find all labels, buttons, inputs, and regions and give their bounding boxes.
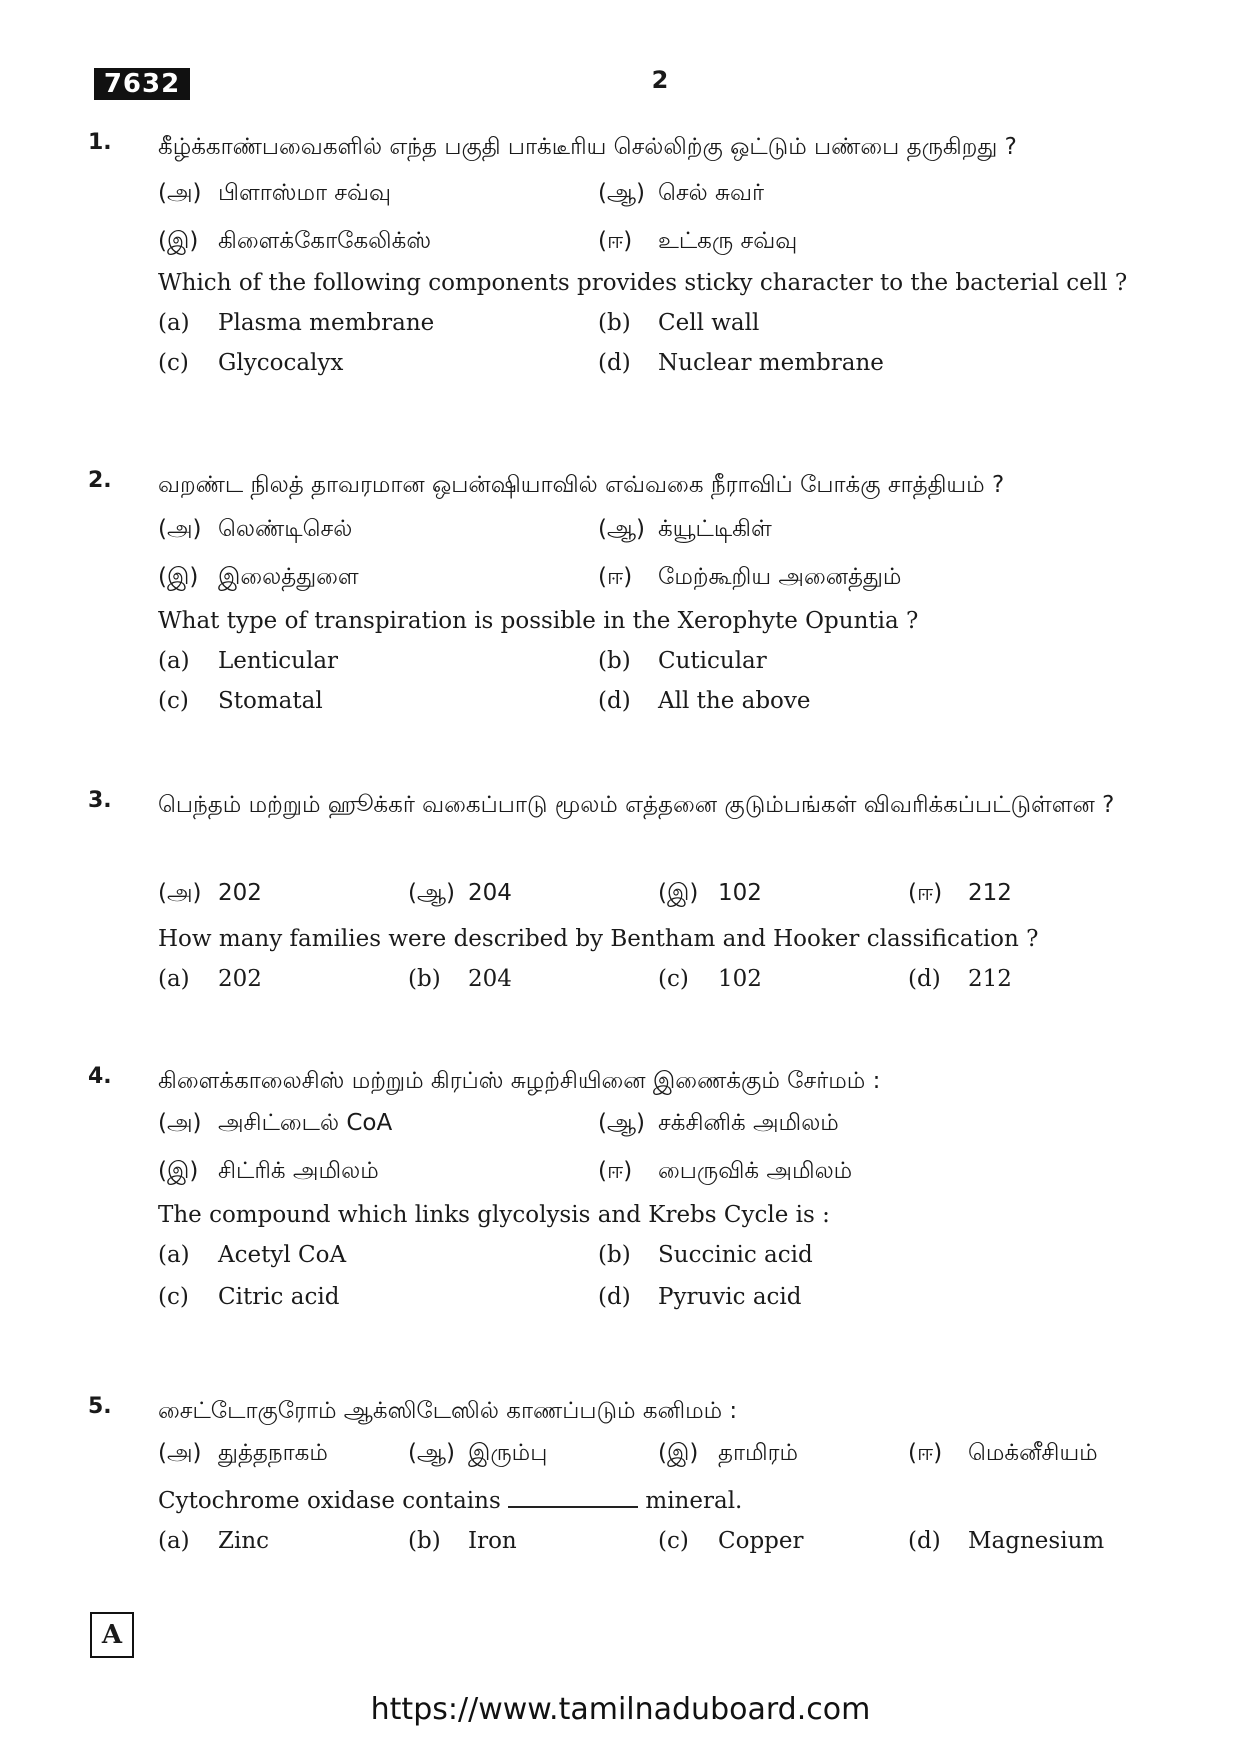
tamil-option: (அ) பிளாஸ்மா சவ்வு <box>158 180 392 206</box>
tamil-option: (ஆ) இரும்பு <box>408 1440 548 1466</box>
tamil-option: (அ) 202 <box>158 880 262 906</box>
tamil-option: (ஆ) 204 <box>408 880 512 906</box>
question-tamil: வறண்ட நிலத் தாவரமான ஒபன்ஷியாவில் எவ்வகை நீராவிப் போக்கு சாத்தியம் ? <box>158 472 1005 498</box>
english-option: (c) Copper <box>658 1528 804 1554</box>
english-option: (c) 102 <box>658 966 762 992</box>
question-number: 3. <box>88 788 112 813</box>
english-option: (a) Plasma membrane <box>158 310 435 336</box>
english-text-after-blank: mineral. <box>645 1488 743 1514</box>
question-english: How many families were described by Bentham and Hooker classification ? <box>158 926 1039 952</box>
english-option: (d) Pyruvic acid <box>598 1284 802 1310</box>
question-number: 5. <box>88 1394 112 1419</box>
tamil-option: (ஈ) மேற்கூறிய அனைத்தும் <box>598 564 902 590</box>
tamil-option: (அ) துத்தநாகம் <box>158 1440 328 1466</box>
tamil-option: (ஆ) சக்சினிக் அமிலம் <box>598 1110 839 1136</box>
english-option: (b) Cell wall <box>598 310 760 336</box>
series-mark-box: A <box>90 1612 134 1658</box>
english-option: (a) 202 <box>158 966 262 992</box>
tamil-option: (அ) அசிட்டைல் CoA <box>158 1110 393 1136</box>
question-tamil: சைட்டோகுரோம் ஆக்ஸிடேஸில் காணப்படும் கனிமம் : <box>158 1398 738 1424</box>
question-number: 4. <box>88 1064 112 1089</box>
tamil-option: (இ) இலைத்துளை <box>158 564 359 590</box>
english-text-before-blank: Cytochrome oxidase contains <box>158 1488 501 1514</box>
tamil-option: (அ) லெண்டிசெல் <box>158 516 353 542</box>
question-tamil: கிளைக்காலைசிஸ் மற்றும் கிரப்ஸ் சுழற்சியினை இணைக்கும் சேர்மம் : <box>158 1068 881 1094</box>
question-tamil: பெந்தம் மற்றும் ஹூக்கர் வகைப்பாடு மூலம் எத்தனை குடும்பங்கள் விவரிக்கப்பட்டுள்ளன ? <box>158 792 1115 818</box>
tamil-option: (ஈ) பைருவிக் அமிலம் <box>598 1158 853 1184</box>
english-option: (b) Cuticular <box>598 648 767 674</box>
tamil-option: (ஈ) உட்கரு சவ்வு <box>598 228 798 254</box>
english-option: (d) All the above <box>598 688 811 714</box>
english-option: (b) Succinic acid <box>598 1242 813 1268</box>
tamil-option: (ஆ) க்யூட்டிகிள் <box>598 516 772 542</box>
page-number: 2 <box>651 66 669 94</box>
tamil-option: (ஈ) மெக்னீசியம் <box>908 1440 1098 1466</box>
tamil-option: (ஈ) 212 <box>908 880 1012 906</box>
question-english: What type of transpiration is possible in the Xerophyte Opuntia ? <box>158 608 919 634</box>
english-option: (a) Lenticular <box>158 648 339 674</box>
english-option: (c) Glycocalyx <box>158 350 344 376</box>
english-option: (c) Stomatal <box>158 688 323 714</box>
question-english: Which of the following components provides sticky character to the bacterial cell ? <box>158 270 1128 296</box>
english-option: (a) Acetyl CoA <box>158 1242 347 1268</box>
english-option: (c) Citric acid <box>158 1284 340 1310</box>
english-option: (d) Magnesium <box>908 1528 1105 1554</box>
english-option: (b) 204 <box>408 966 512 992</box>
tamil-option: (ஆ) செல் சுவர் <box>598 180 765 206</box>
tamil-option: (இ) சிட்ரிக் அமிலம் <box>158 1158 379 1184</box>
question-english: The compound which links glycolysis and Krebs Cycle is : <box>158 1202 830 1228</box>
question-number: 1. <box>88 130 112 155</box>
footer-url[interactable]: https://www.tamilnaduboard.com <box>370 1692 871 1727</box>
english-option: (a) Zinc <box>158 1528 270 1554</box>
answer-blank <box>508 1488 638 1508</box>
tamil-option: (இ) தாமிரம் <box>658 1440 799 1466</box>
question-english <box>158 1488 742 1514</box>
english-option: (d) 212 <box>908 966 1012 992</box>
question-tamil: கீழ்க்காண்பவைகளில் எந்த பகுதி பாக்டீரிய செல்லிற்கு ஒட்டும் பண்பை தருகிறது ? <box>158 134 1017 160</box>
tamil-option: (இ) 102 <box>658 880 762 906</box>
english-option: (b) Iron <box>408 1528 517 1554</box>
question-number: 2. <box>88 468 112 493</box>
english-option: (d) Nuclear membrane <box>598 350 884 376</box>
paper-code: 7632 <box>94 68 190 100</box>
tamil-option: (இ) கிளைக்கோகேலிக்ஸ் <box>158 228 432 254</box>
